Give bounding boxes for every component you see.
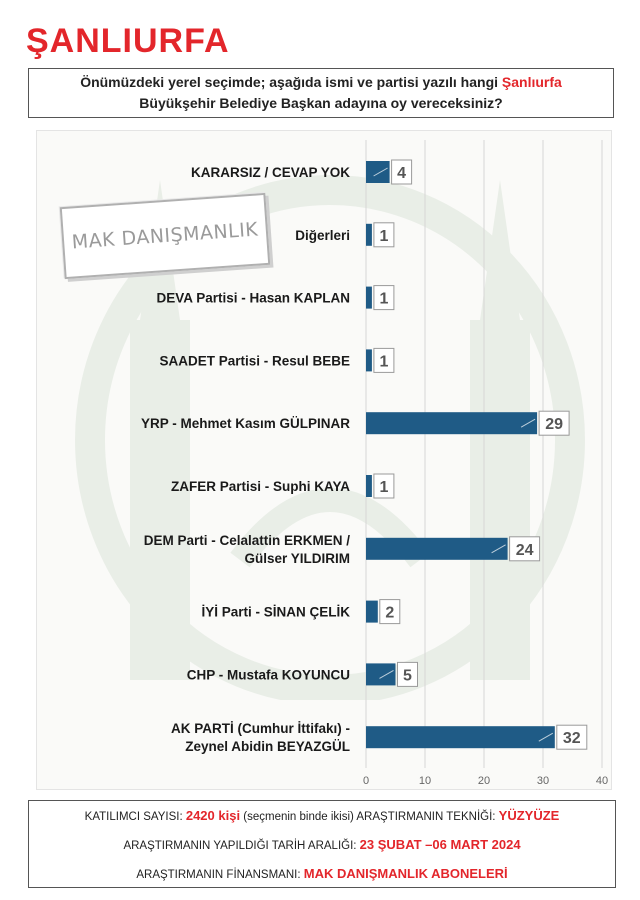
category-label: KARARSIZ / CEVAP YOK (190, 165, 350, 180)
participants-line (29, 801, 615, 830)
data-label: 5 (403, 667, 412, 685)
x-tick-label: 0 (362, 775, 370, 787)
category-label: YRP - Mehmet Kasım GÜLPINAR (140, 416, 350, 432)
question-line-2: Büyükşehir Belediye Başkan adayına oy vereceksiniz? (139, 95, 503, 111)
data-label: 1 (379, 290, 389, 308)
question-highlight: Şanlıurfa (501, 74, 562, 90)
bar (366, 349, 372, 371)
category-label: SAADET Partisi - Resul BEBE (159, 353, 350, 369)
x-tick-label: 30 (536, 775, 550, 787)
category-label: ZAFER Partisi - Suphi KAYA (170, 479, 350, 494)
category-label: Gülser YILDIRIM (244, 550, 350, 566)
bar (366, 726, 555, 748)
bar (366, 412, 537, 434)
participants-label: KATILIMCI SAYISI: (84, 811, 186, 823)
data-label: 4 (397, 165, 407, 182)
stamp-text: MAK DANIŞMANLIK (71, 218, 259, 254)
date-range-label: ARAŞTIRMANIN YAPILDIĞI TARİH ARALIĞI: (123, 840, 360, 852)
bar (366, 601, 378, 623)
category-label: DEM Parti - Celalattin ERKMEN / (143, 532, 350, 548)
financing-label: ARAŞTIRMANIN FİNANSMANI: (136, 869, 304, 881)
city-title: ŞANLIURFA (26, 22, 230, 60)
bar (366, 224, 372, 246)
category-label: İYİ Parti - SİNAN ÇELİK (201, 604, 350, 620)
data-label: 2 (385, 604, 395, 622)
bar (366, 161, 390, 183)
data-label: 1 (379, 227, 389, 245)
participants-value: 2420 kişi (185, 808, 241, 823)
category-label: AK PARTİ (Cumhur İttifakı) - (171, 721, 350, 737)
data-label: 24 (515, 541, 534, 559)
watermark-stamp (60, 193, 271, 279)
financing-value: MAK DANIŞMANLIK ABONELERİ (303, 866, 508, 881)
technique-label: (seçmenin binde ikisi) ARAŞTIRMANIN TEKNİĞİ: (240, 811, 499, 823)
date-range-line (29, 830, 615, 859)
financing-line (29, 859, 615, 888)
question-text-part1: Önümüzdeki yerel seçimde; aşağıda ismi ve partisi yazılı hangi (80, 74, 502, 90)
category-label: Zeynel Abidin BEYAZGÜL (185, 739, 350, 755)
bar (366, 538, 508, 560)
bar (366, 287, 372, 309)
technique-value: YÜZYÜZE (498, 808, 560, 823)
x-tick-label: 10 (418, 775, 432, 787)
category-label: CHP - Mustafa KOYUNCU (186, 667, 350, 683)
x-tick-label: 40 (595, 775, 609, 787)
data-label: 1 (379, 353, 389, 371)
data-label: 29 (545, 416, 563, 434)
category-label: DEVA Partisi - Hasan KAPLAN (156, 290, 350, 306)
data-label: 32 (562, 730, 581, 748)
bar (366, 475, 372, 497)
x-tick-label: 20 (477, 775, 491, 787)
survey-info-box (28, 800, 616, 888)
data-label: 1 (379, 479, 389, 496)
bar (366, 663, 396, 685)
category-label: Diğerleri (295, 227, 350, 243)
date-range-value: 23 ŞUBAT –06 MART 2024 (359, 837, 521, 852)
